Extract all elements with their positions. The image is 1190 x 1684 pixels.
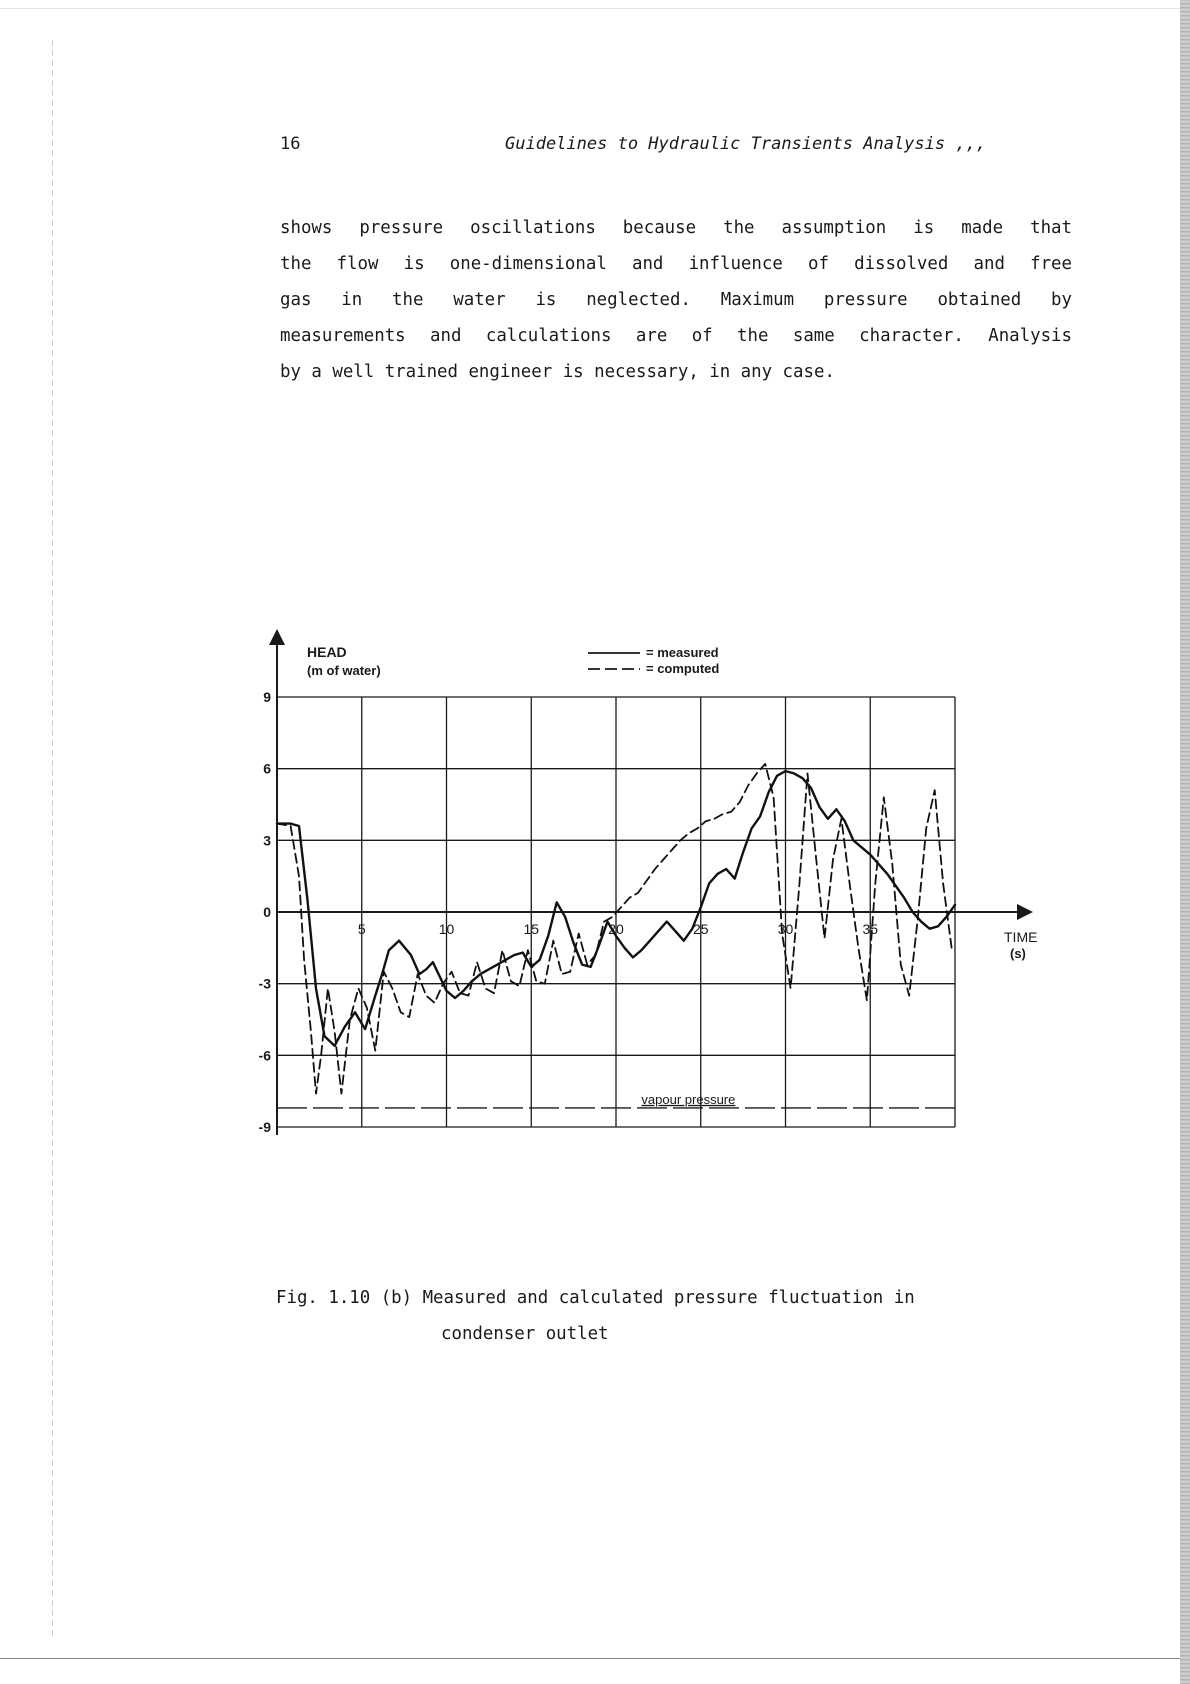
x-tick-label: 5	[357, 921, 366, 937]
vapour-pressure-label: vapour pressure	[641, 1091, 736, 1107]
scan-top-rule	[0, 8, 1180, 9]
x-tick-label: 35	[862, 921, 879, 937]
legend-label-computed: = computed	[646, 661, 720, 676]
y-axis-title: HEAD	[307, 644, 347, 660]
x-axis-title: TIME	[1004, 929, 1038, 945]
body-paragraph	[280, 210, 1072, 390]
x-tick-label: 15	[523, 921, 540, 937]
legend-label-measured: = measured	[646, 645, 719, 660]
axes-layer	[277, 637, 1025, 1135]
y-tick-label: -9	[258, 1119, 271, 1135]
caption-line-1: Fig. 1.10 (b) Measured and calculated pressure fluctuation in	[276, 1288, 915, 1308]
x-tick-label: 10	[438, 921, 455, 937]
body-line: gas in the water is neglected. Maximum pressure obtained by	[280, 290, 1072, 310]
y-tick-label: 9	[263, 689, 271, 705]
x-tick-label: 30	[777, 921, 794, 937]
body-line: shows pressure oscillations because the assumption is made that	[280, 218, 1072, 238]
y-tick-label: 0	[263, 904, 271, 920]
figure-pressure-chart	[0, 620, 1190, 1240]
body-line: the flow is one-dimensional and influence of dissolved and free	[280, 254, 1072, 274]
caption-line-2: condenser outlet	[441, 1324, 609, 1344]
y-tick-label: -3	[258, 975, 271, 992]
x-tick-label: 20	[608, 921, 624, 937]
body-line: measurements and calculations are of the same character. Analysis	[280, 326, 1072, 346]
y-axis-unit: (m of water)	[307, 663, 381, 678]
page-bottom-rule	[0, 1658, 1180, 1659]
x-tick-label: 25	[692, 921, 709, 937]
x-axis-unit: (s)	[1010, 946, 1026, 961]
y-tick-label: 6	[263, 760, 271, 777]
y-tick-label: -6	[258, 1047, 271, 1064]
chart-svg	[0, 620, 1190, 1240]
page-number: 16	[280, 134, 301, 154]
figure-caption	[276, 1280, 915, 1352]
body-line: by a well trained engineer is necessary, in any case.	[280, 362, 835, 382]
y-tick-label: 3	[263, 832, 271, 849]
running-title: Guidelines to Hydraulic Transients Analysis ,,,	[505, 134, 987, 154]
